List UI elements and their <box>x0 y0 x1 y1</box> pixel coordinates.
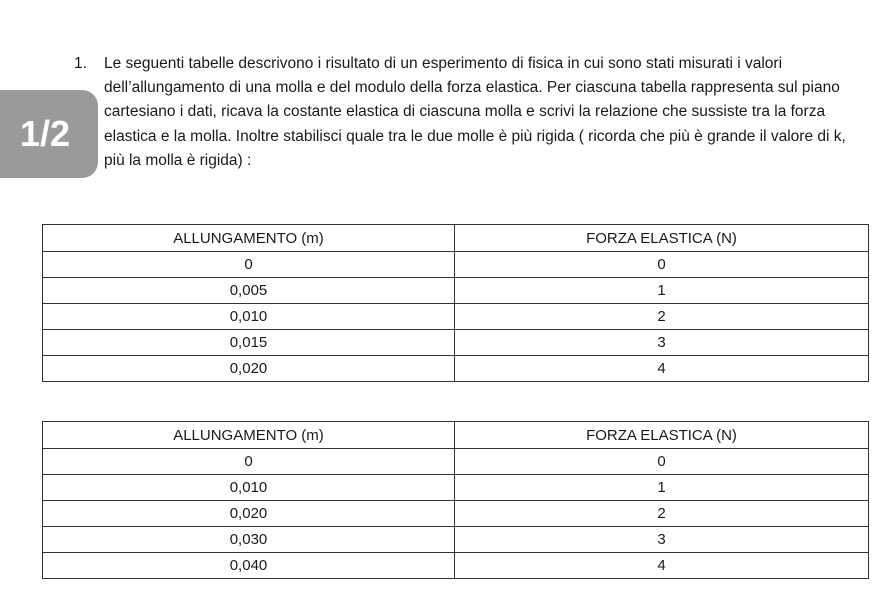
cell-allungamento: 0,020 <box>43 501 455 527</box>
table-header-row <box>43 225 869 252</box>
table-row <box>43 527 869 553</box>
header-forza-elastica: FORZA ELASTICA (N) <box>455 422 869 449</box>
table-row <box>43 553 869 579</box>
cell-forza: 4 <box>455 356 869 382</box>
cell-forza: 1 <box>455 278 869 304</box>
table-row <box>43 356 869 382</box>
cell-forza: 1 <box>455 475 869 501</box>
header-allungamento: ALLUNGAMENTO (m) <box>43 422 455 449</box>
exercise-text: Le seguenti tabelle descrivono i risultato di un esperimento di fisica in cui sono stati misurati i valori dell’allungamento di una molla e del modulo della forza elastica. Per ciascuna tabella rappresenta sul piano cartesiano i dati, ricava la costante elastica di ciascuna molla e scrivi la relazione che sussiste tra la forza elastica e la molla. Inoltre stabilisci quale tra le due molle è più rigida ( ricorda che più è grande il valore di k, più la molla è rigida) : <box>104 55 846 169</box>
cell-allungamento: 0,040 <box>43 553 455 579</box>
cell-allungamento: 0,010 <box>43 304 455 330</box>
table-row <box>43 252 869 278</box>
cell-allungamento: 0,020 <box>43 356 455 382</box>
cell-allungamento: 0 <box>43 252 455 278</box>
page-indicator-label: 1/2 <box>19 113 71 154</box>
table-row <box>43 449 869 475</box>
header-forza-elastica: FORZA ELASTICA (N) <box>455 225 869 252</box>
cell-forza: 2 <box>455 501 869 527</box>
cell-allungamento: 0 <box>43 449 455 475</box>
cell-allungamento: 0,030 <box>43 527 455 553</box>
table-row <box>43 501 869 527</box>
cell-allungamento: 0,015 <box>43 330 455 356</box>
cell-forza: 0 <box>455 252 869 278</box>
data-table-2 <box>42 421 869 579</box>
cell-forza: 3 <box>455 330 869 356</box>
data-table-1 <box>42 224 869 382</box>
cell-allungamento: 0,005 <box>43 278 455 304</box>
table-header-row <box>43 422 869 449</box>
table-row <box>43 278 869 304</box>
cell-forza: 0 <box>455 449 869 475</box>
exercise-number: 1. <box>74 55 87 72</box>
table-row <box>43 330 869 356</box>
table-row <box>43 475 869 501</box>
cell-allungamento: 0,010 <box>43 475 455 501</box>
cell-forza: 2 <box>455 304 869 330</box>
cell-forza: 3 <box>455 527 869 553</box>
header-allungamento: ALLUNGAMENTO (m) <box>43 225 455 252</box>
exercise-1 <box>74 52 864 173</box>
table-row <box>43 304 869 330</box>
cell-forza: 4 <box>455 553 869 579</box>
